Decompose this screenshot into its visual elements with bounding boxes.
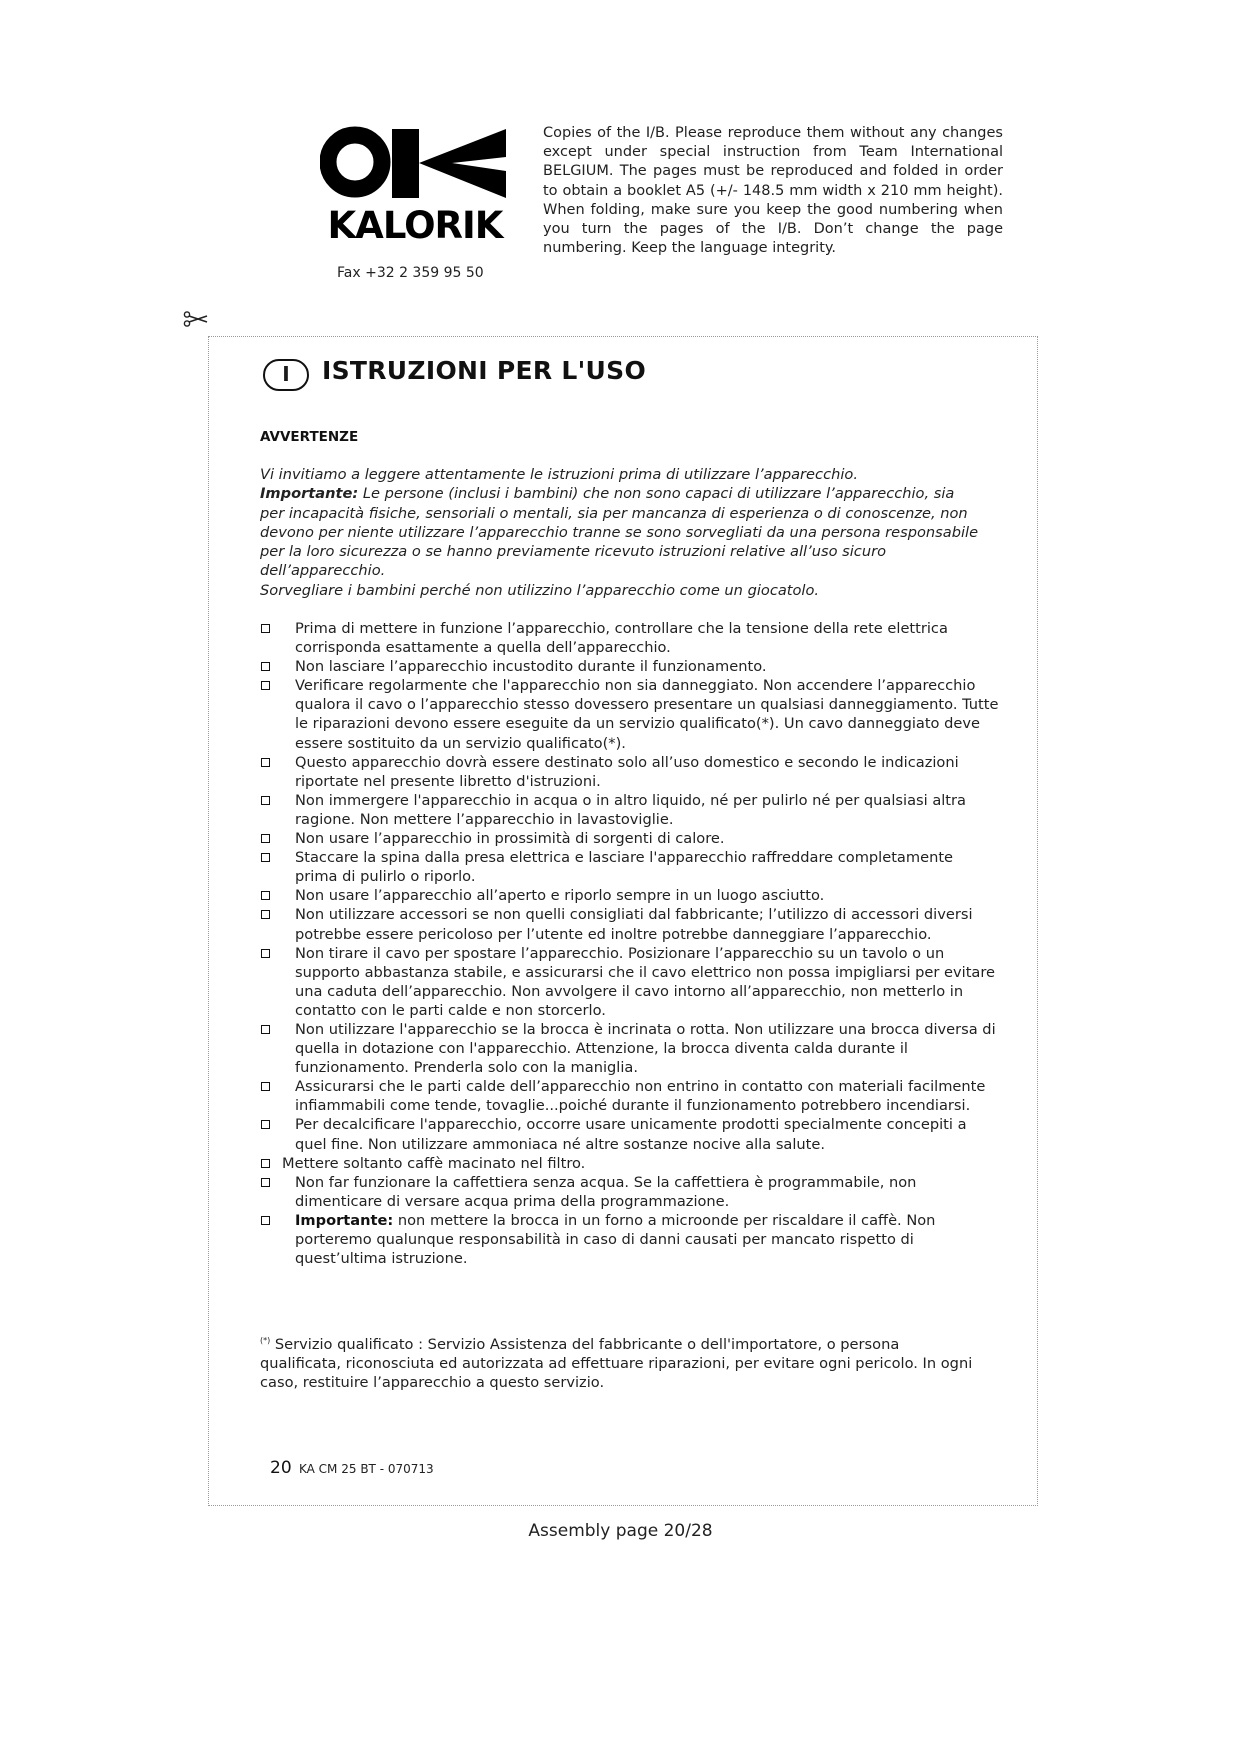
safety-rules-list <box>260 619 1000 1268</box>
checkbox-bullet-icon <box>261 891 270 900</box>
list-item: Prima di mettere in funzione l’apparecchio, controllare che la tensione della rete elettrica corrisponda esattamente a quella dell’apparecchio. <box>260 619 1000 657</box>
list-item: Per decalcificare l'apparecchio, occorre usare unicamente prodotti specialmente concepiti a quel fine. Non utilizzare ammoniaca né altre sostanze nocive alla salute. <box>260 1115 1000 1153</box>
list-item: Non utilizzare l'apparecchio se la brocca è incrinata o rotta. Non utilizzare una brocca diversa di quella in dotazione con l'apparecchio. Attenzione, la brocca diventa calda durante il funzionamento. Prenderla solo con la maniglia. <box>260 1020 1000 1077</box>
important-label: Importante: <box>295 1211 394 1229</box>
language-badge: I <box>263 359 309 391</box>
page-number: 20 <box>270 1458 292 1478</box>
checkbox-bullet-icon <box>261 853 270 862</box>
qualified-service-footnote <box>260 1331 980 1393</box>
checkbox-bullet-icon <box>261 1159 270 1168</box>
checkbox-bullet-icon <box>261 1082 270 1091</box>
scissors-icon <box>183 311 209 327</box>
list-item: Non usare l’apparecchio in prossimità di sorgenti di calore. <box>260 829 1000 848</box>
list-item: Questo apparecchio dovrà essere destinato solo all’uso domestico e secondo le indicazioni riportate nel presente libretto d'istruzioni. <box>260 753 1000 791</box>
checkbox-bullet-icon <box>261 1025 270 1034</box>
assembly-page-label: Assembly page 20/28 <box>528 1521 713 1541</box>
footnote-text: Servizio qualificato : Servizio Assistenza del fabbricante o dell'importatore, o persona qualificata, riconosciuta ed autorizzata ad effettuare riparazioni, per evitare ogni pericolo. In ogni caso, restituire l’apparecchio a questo servizio. <box>260 1335 973 1392</box>
warnings-heading: AVVERTENZE <box>260 429 359 445</box>
footnote-mark: (*) <box>260 1336 271 1345</box>
checkbox-bullet-icon <box>261 796 270 805</box>
list-item: Non lasciare l’apparecchio incustodito durante il funzionamento. <box>260 657 1000 676</box>
list-item: Staccare la spina dalla presa elettrica e lasciare l'apparecchio raffreddare completamente prima di pulirlo o riporlo. <box>260 848 1000 886</box>
warnings-intro <box>260 465 980 600</box>
intro-read-instructions: Vi invitiamo a leggere attentamente le istruzioni prima di utilizzare l’apparecchio. <box>260 466 858 483</box>
list-item: Mettere soltanto caffè macinato nel filtro. <box>260 1154 1000 1173</box>
important-label: Importante: <box>260 485 359 503</box>
list-item: Non far funzionare la caffettiera senza acqua. Se la caffettiera è programmabile, non dimenticare di versare acqua prima della programmazione. <box>260 1173 1000 1211</box>
checkbox-bullet-icon <box>261 662 270 671</box>
checkbox-bullet-icon <box>261 949 270 958</box>
reproduction-notice: Copies of the I/B. Please reproduce them without any changes except under special instruction from Team International BELGIUM. The pages must be reproduced and folded in order to obtain a booklet A5 (+/- 148.5 mm width x 210 mm height). When folding, make sure you keep the good numbering when you turn the pages of the I/B. Don’t change the page numbering. Keep the language integrity. <box>543 125 1003 257</box>
list-item: Non utilizzare accessori se non quelli consigliati dal fabbricante; l’utilizzo di accessori diversi potrebbe essere pericoloso per l’utente ed inoltre potrebbe danneggiare l’apparecchio. <box>260 905 1000 943</box>
logo-wordmark: KALORIK <box>327 204 503 244</box>
kalorik-logo <box>320 126 510 244</box>
checkbox-bullet-icon <box>261 1120 270 1129</box>
list-item: Assicurarsi che le parti calde dell’apparecchio non entrino in contatto con materiali facilmente infiammabili come tende, tovaglie...poiché durante il funzionamento potrebbero incendiarsi. <box>260 1077 1000 1115</box>
checkbox-bullet-icon <box>261 758 270 767</box>
list-item: Non immergere l'apparecchio in acqua o in altro liquido, né per pulirlo né per qualsiasi altra ragione. Non mettere l’apparecchio in lavastoviglie. <box>260 791 1000 829</box>
list-item: Non tirare il cavo per spostare l’apparecchio. Posizionare l’apparecchio su un tavolo o un supporto abbastanza stabile, e assicurarsi che il cavo elettrico non possa impigliarsi per evitare una caduta dell’apparecchio. Non avvolgere il cavo intorno all’apparecchio, non metterlo in contatto con le parti calde e non storcerlo. <box>260 944 1000 1020</box>
important-text: Le persone (inclusi i bambini) che non sono capaci di utilizzare l’apparecchio, sia per incapacità fisiche, sensoriali o mentali, sia per mancanza di esperienza o di conoscenze, non devono per niente utilizzare l’apparecchio tranne se sono sorvegliati da una persona responsabile per la loro sicurezza o se hanno previamente ricevuto istruzioni relative all’uso sicuro dell’apparecchio. <box>260 485 979 580</box>
intro-supervise-children: Sorvegliare i bambini perché non utilizzino l’apparecchio come un giocatolo. <box>260 581 820 599</box>
list-item: Verificare regolarmente che l'apparecchio non sia danneggiato. Non accendere l’apparecchio qualora il cavo o l’apparecchio stesso dovessero presentare un qualsiasi danneggiamento. Tutte le riparazioni devono essere eseguite da un servizio qualificato(*). Un cavo danneggiato deve essere sostituito da un servizio qualificato(*). <box>260 676 1000 752</box>
checkbox-bullet-icon <box>261 834 270 843</box>
intro-important <box>260 484 980 580</box>
section-title: ISTRUZIONI PER L'USO <box>322 356 647 385</box>
checkbox-bullet-icon <box>261 910 270 919</box>
checkbox-bullet-icon <box>261 681 270 690</box>
checkbox-bullet-icon <box>261 1178 270 1187</box>
list-item: Importante: non mettere la brocca in un forno a microonde per riscaldare il caffè. Non porteremo qualunque responsabilità in caso di danni causati per mancato rispetto di quest’ultima istruzione. <box>260 1211 1000 1268</box>
list-item: Non usare l’apparecchio all’aperto e riporlo sempre in un luogo asciutto. <box>260 886 1000 905</box>
checkbox-bullet-icon <box>261 624 270 633</box>
document-code: KA CM 25 BT - 070713 <box>299 1462 434 1476</box>
checkbox-bullet-icon <box>261 1216 270 1225</box>
fax-number: Fax +32 2 359 95 50 <box>337 265 484 281</box>
